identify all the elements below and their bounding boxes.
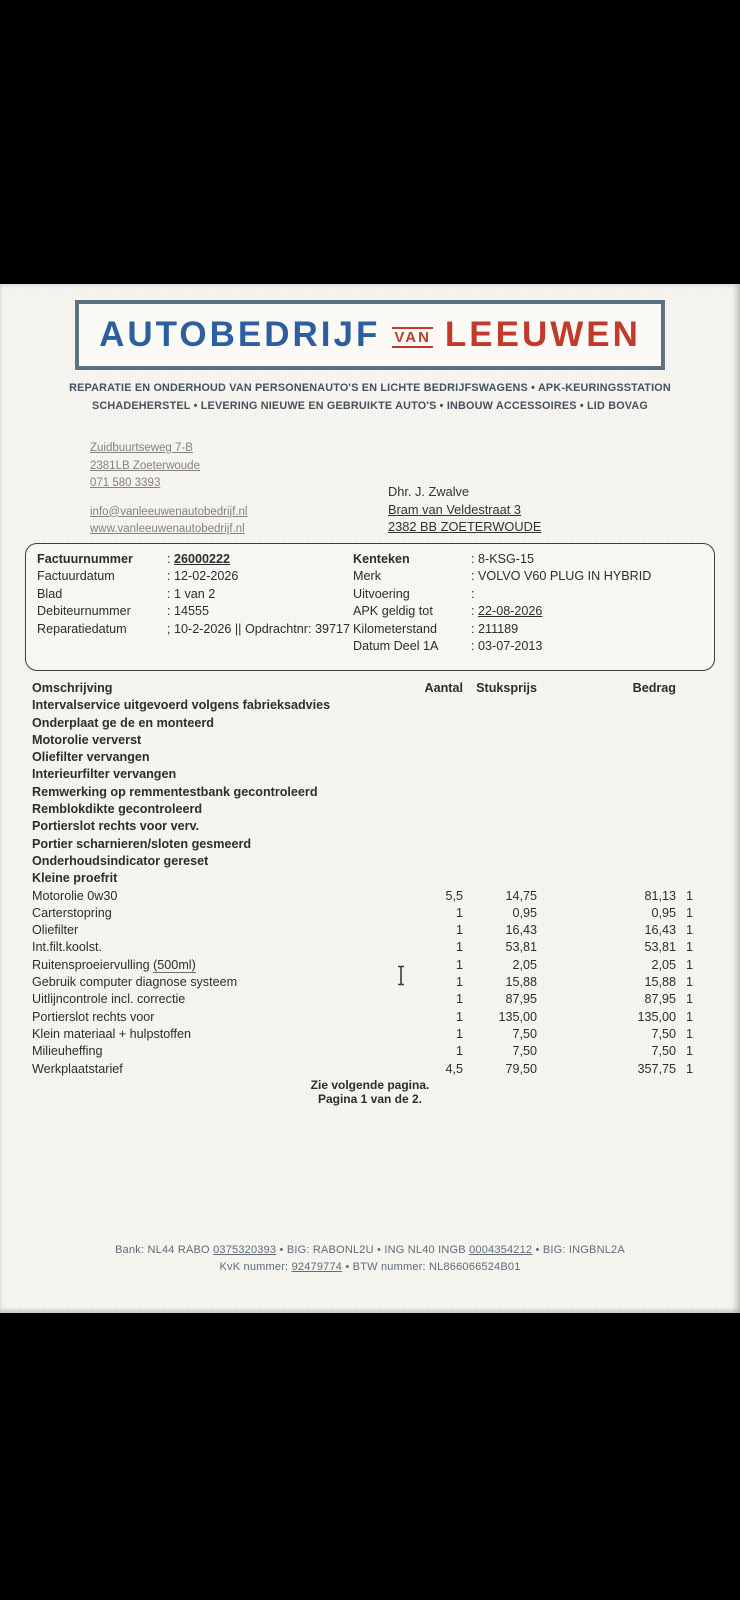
item-description: Carterstopring bbox=[32, 905, 112, 920]
invoice-detail-label: Factuurdatum bbox=[37, 569, 115, 584]
item-unit-price: 14,75 bbox=[505, 888, 537, 903]
work-description-row bbox=[32, 818, 708, 835]
kvk-number: 92479774 bbox=[291, 1261, 343, 1273]
item-qty: 1 bbox=[455, 940, 463, 955]
item-code: 1 bbox=[686, 1026, 694, 1041]
invoice-detail-row bbox=[37, 568, 367, 585]
invoice-item-row bbox=[32, 974, 708, 991]
work-description: Onderhoudsindicator gereset bbox=[32, 853, 209, 868]
invoice-detail-row bbox=[353, 638, 703, 655]
item-code: 1 bbox=[686, 905, 694, 920]
invoice-details-left-column bbox=[37, 551, 367, 638]
work-description: Kleine proefrit bbox=[32, 871, 118, 886]
item-qty: 4,5 bbox=[445, 1061, 463, 1076]
invoice-detail-label: Kilometerstand bbox=[353, 621, 437, 636]
item-code: 1 bbox=[686, 975, 694, 990]
table-body bbox=[32, 697, 708, 1078]
work-description: Oliefilter vervangen bbox=[32, 750, 150, 765]
invoice-detail-row bbox=[353, 568, 703, 585]
item-amount: 87,95 bbox=[644, 992, 676, 1007]
invoice-item-row bbox=[32, 1061, 708, 1078]
item-description: Int.filt.koolst. bbox=[32, 940, 102, 955]
invoice-detail-value: ; 10-2-2026 || Opdrachtnr: 39717 bbox=[167, 621, 350, 636]
item-amount: 7,50 bbox=[651, 1026, 676, 1041]
invoice-detail-label: Uitvoering bbox=[353, 586, 410, 601]
item-description: Uitlijncontrole incl. correctie bbox=[32, 992, 186, 1007]
invoice-detail-value: : 12-02-2026 bbox=[167, 569, 239, 584]
item-unit-price: 2,05 bbox=[512, 957, 537, 972]
invoice-detail-value: : 8-KSG-15 bbox=[471, 552, 534, 566]
item-description: Motorolie 0w30 bbox=[32, 888, 118, 903]
invoice-detail-value: : VOLVO V60 PLUG IN HYBRID bbox=[471, 569, 652, 584]
item-qty: 1 bbox=[455, 905, 463, 920]
work-description-row bbox=[32, 801, 708, 818]
company-contact-block bbox=[90, 440, 390, 539]
work-description-row bbox=[32, 784, 708, 801]
text-cursor-ibeam bbox=[396, 965, 406, 986]
item-qty: 1 bbox=[455, 923, 463, 938]
work-description: Remwerking op remmentestbank gecontroleerd bbox=[32, 784, 318, 799]
item-description: Milieuheffing bbox=[32, 1044, 103, 1059]
customer-address-block bbox=[388, 483, 688, 536]
item-qty: 1 bbox=[455, 1009, 463, 1024]
work-description: Motorolie ververst bbox=[32, 732, 142, 747]
work-description-row bbox=[32, 697, 708, 714]
item-description: Oliefilter bbox=[32, 923, 79, 938]
invoice-item-row bbox=[32, 1026, 708, 1043]
invoice-detail-value: : 26000222 bbox=[167, 552, 231, 566]
item-description: Klein materiaal + hulpstoffen bbox=[32, 1026, 192, 1041]
company-address: Zuidbuurtseweg 7-B bbox=[90, 442, 193, 454]
work-description: Portier scharnieren/sloten gesmeerd bbox=[32, 836, 252, 851]
invoice-detail-row bbox=[37, 551, 367, 568]
item-amount: 0,95 bbox=[651, 905, 676, 920]
table-header-row bbox=[32, 680, 708, 697]
footer-line-1: Bank: NL44 RABO 0375320393 • BIG: RABONL2U • ING NL40 INGB 0004354212 • BIG: INGBNL2A bbox=[115, 1244, 625, 1256]
item-qty: 1 bbox=[455, 1044, 463, 1059]
item-code: 1 bbox=[686, 992, 694, 1007]
item-code: 1 bbox=[686, 888, 694, 903]
invoice-detail-value: : 03-07-2013 bbox=[471, 639, 543, 654]
work-description: Interieurfilter vervangen bbox=[32, 767, 177, 782]
invoice-item-row bbox=[32, 957, 708, 974]
col-header-unit-price: Stuksprijs bbox=[476, 681, 537, 695]
bank-account-number: 0375320393 bbox=[213, 1244, 277, 1256]
invoice-detail-row bbox=[37, 586, 367, 603]
item-unit-price: 16,43 bbox=[505, 923, 537, 938]
work-description-row bbox=[32, 732, 708, 749]
item-code: 1 bbox=[686, 923, 694, 938]
invoice-item-row bbox=[32, 888, 708, 905]
invoice-detail-label: Datum Deel 1A bbox=[353, 639, 439, 654]
customer-name: Dhr. J. Zwalve bbox=[388, 484, 470, 499]
invoice-detail-row bbox=[37, 603, 367, 620]
invoice-item-row bbox=[32, 1009, 708, 1026]
item-unit-price: 7,50 bbox=[512, 1026, 537, 1041]
item-amount: 357,75 bbox=[637, 1061, 676, 1076]
work-description: Remblokdikte gecontroleerd bbox=[32, 802, 203, 817]
invoice-details-box bbox=[25, 543, 715, 671]
col-header-amount: Bedrag bbox=[632, 681, 676, 695]
invoice-detail-value: : 22-08-2026 bbox=[471, 604, 543, 619]
invoice-detail-row bbox=[37, 621, 367, 638]
item-unit-price: 135,00 bbox=[498, 1009, 537, 1024]
item-unit-price: 7,50 bbox=[512, 1044, 537, 1059]
invoice-detail-row bbox=[353, 551, 703, 568]
item-unit-price: 0,95 bbox=[512, 905, 537, 920]
work-description-row bbox=[32, 870, 708, 887]
pagination-note bbox=[0, 1078, 740, 1106]
item-qty: 5,5 bbox=[445, 888, 463, 903]
item-description: Werkplaatstarief bbox=[32, 1061, 123, 1076]
work-description-row bbox=[32, 749, 708, 766]
company-phone: 071 580 3393 bbox=[90, 477, 161, 489]
item-code: 1 bbox=[686, 1009, 694, 1024]
invoice-detail-label: APK geldig tot bbox=[353, 604, 433, 619]
work-description: Intervalservice uitgevoerd volgens fabrieksadvies bbox=[32, 698, 331, 713]
company-email: info@vanleeuwenautobedrijf.nl bbox=[90, 505, 248, 518]
invoice-detail-label: Blad bbox=[37, 586, 63, 601]
invoice-detail-label: Merk bbox=[353, 569, 381, 584]
logo-word-leeuwen: LEEUWEN bbox=[444, 315, 641, 354]
tagline-line-1: REPARATIE EN ONDERHOUD VAN PERSONENAUTO'S EN LICHTE BEDRIJFSWAGENS • APK-KEURINGSSTATION bbox=[69, 382, 671, 394]
item-unit-price: 79,50 bbox=[505, 1061, 537, 1076]
customer-postal-city: 2382 BB ZOETERWOUDE bbox=[388, 519, 542, 534]
item-qty: 1 bbox=[455, 992, 463, 1007]
invoice-lines-table bbox=[32, 680, 708, 1078]
invoice-item-row bbox=[32, 939, 708, 956]
invoice-detail-label: Factuurnummer bbox=[37, 552, 133, 566]
pagination-line-1: Zie volgende pagina. bbox=[310, 1078, 430, 1092]
invoice-detail-label: Debiteurnummer bbox=[37, 604, 131, 619]
invoice-detail-value: : bbox=[471, 586, 475, 601]
work-description: Portierslot rechts voor verv. bbox=[32, 819, 200, 834]
company-logo bbox=[75, 300, 665, 370]
item-description: Gebruik computer diagnose systeem bbox=[32, 975, 238, 990]
invoice-item-row bbox=[32, 922, 708, 939]
item-description: Portierslot rechts voor bbox=[32, 1009, 155, 1024]
item-code: 1 bbox=[686, 957, 694, 972]
tagline-line-2: SCHADEHERSTEL • LEVERING NIEUWE EN GEBRUIKTE AUTO'S • INBOUW ACCESSOIRES • LID BOVAG bbox=[91, 399, 648, 412]
invoice-page bbox=[0, 284, 740, 1313]
logo-word-autobedrijf: AUTOBEDRIJF bbox=[99, 315, 381, 354]
pagination-line-2: Pagina 1 van de 2. bbox=[317, 1092, 423, 1106]
invoice-detail-value: : 14555 bbox=[167, 604, 210, 619]
item-qty: 1 bbox=[455, 1026, 463, 1041]
work-description: Onderplaat ge de en monteerd bbox=[32, 715, 214, 730]
footer-bank-details bbox=[0, 1242, 740, 1276]
invoice-detail-label: Reparatiedatum bbox=[37, 621, 127, 636]
item-amount: 135,00 bbox=[637, 1009, 676, 1024]
item-unit-price: 15,88 bbox=[505, 975, 537, 990]
item-amount: 81,13 bbox=[644, 888, 676, 903]
work-description-row bbox=[32, 715, 708, 732]
invoice-detail-label: Kenteken bbox=[353, 552, 410, 566]
item-amount: 16,43 bbox=[644, 923, 676, 938]
invoice-details-right-column bbox=[353, 551, 703, 655]
company-tagline bbox=[0, 380, 740, 415]
item-code: 1 bbox=[686, 940, 694, 955]
item-amount: 53,81 bbox=[644, 940, 676, 955]
spacer bbox=[90, 493, 390, 504]
item-description: Ruitensproeiervulling (500ml) bbox=[32, 957, 196, 972]
invoice-detail-row bbox=[353, 603, 703, 620]
work-description-row bbox=[32, 853, 708, 870]
col-header-description: Omschrijving bbox=[32, 681, 113, 695]
company-postal-city: 2381LB Zoeterwoude bbox=[90, 459, 200, 472]
item-qty: 1 bbox=[455, 975, 463, 990]
invoice-item-row bbox=[32, 905, 708, 922]
item-amount: 15,88 bbox=[644, 975, 676, 990]
company-website: www.vanleeuwenautobedrijf.nl bbox=[90, 523, 245, 535]
item-qty: 1 bbox=[455, 957, 463, 972]
item-amount: 2,05 bbox=[651, 957, 676, 972]
item-code: 1 bbox=[686, 1044, 694, 1059]
work-description-row bbox=[32, 836, 708, 853]
footer-line-2: KvK nummer: 92479774 • BTW nummer: NL866066524B01 bbox=[219, 1261, 521, 1273]
item-code: 1 bbox=[686, 1061, 694, 1076]
item-amount: 7,50 bbox=[651, 1044, 676, 1059]
invoice-detail-value: : 1 van 2 bbox=[167, 586, 216, 601]
item-unit-price: 87,95 bbox=[505, 992, 537, 1007]
work-description-row bbox=[32, 766, 708, 783]
logo-word-van: VAN bbox=[394, 328, 431, 346]
invoice-detail-row bbox=[353, 621, 703, 638]
invoice-item-row bbox=[32, 1043, 708, 1060]
item-unit-price: 53,81 bbox=[505, 940, 537, 955]
invoice-detail-value: : 211189 bbox=[471, 621, 519, 636]
col-header-qty: Aantal bbox=[424, 681, 463, 695]
customer-street: Bram van Veldestraat 3 bbox=[388, 501, 522, 517]
invoice-detail-row bbox=[353, 586, 703, 603]
ing-account-number: 0004354212 bbox=[469, 1244, 533, 1256]
invoice-item-row bbox=[32, 991, 708, 1008]
